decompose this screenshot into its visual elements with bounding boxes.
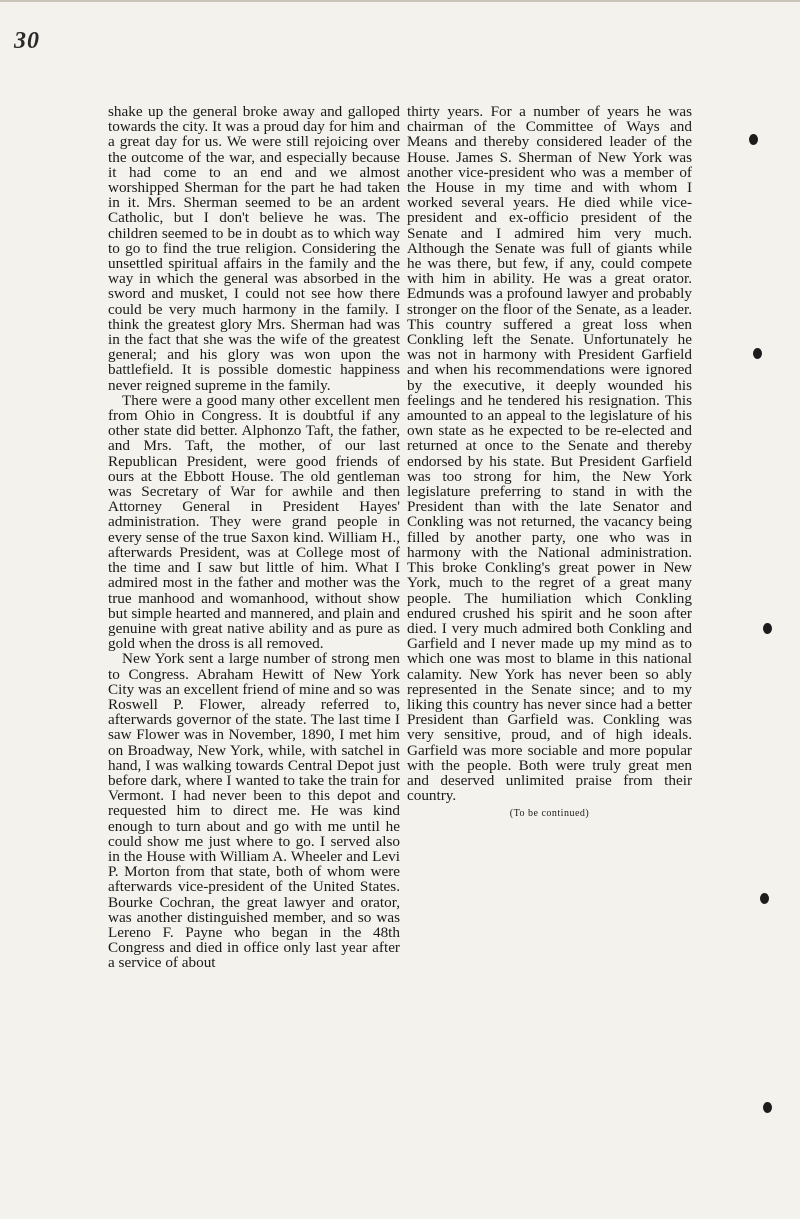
binder-hole-icon <box>763 623 772 634</box>
left-paragraph-3: New York sent a large number of strong men to Congress. Abraham Hewitt of New York City was an excellent friend of mine and so was Roswell P. Flower, already referred to, afterwards governor of the state. The last time I saw Flower was in November, 1890, I met him on Broadway, New York, while, with satchel in hand, I was walking towards Central Depot just before dark, where I wanted to take the train for Vermont. I had never been to this depot and requested him to direct me. He was kind enough to turn about and go with me until he could show me just where to go. I served also in the House with William A. Wheeler and Levi P. Morton from that state, both of whom were afterwards vice-president of the United States. Bourke Cochran, the great lawyer and orator, was another distinguished member, and so was Lereno F. Payne who began in the 48th Congress and died in office only last year after a service of about <box>108 650 400 972</box>
left-column <box>108 104 400 971</box>
binder-hole-icon <box>749 134 758 145</box>
right-column <box>407 104 692 822</box>
left-paragraph-1: shake up the general broke away and galloped towards the city. It was a proud day for him and a great day for us. We were still rejoicing over the outcome of the war, and especially because it had come to an end and we almost worshipped Sherman for the part he had taken in it. Mrs. Sherman seemed to be an ardent Catholic, but I don't believe he was. The children seemed to be in doubt as to which way to go to find the true religion. Considering the unsettled spiritual affairs in the family and the way in which the general was absorbed in the sword and musket, I could not see how there could be very much harmony in the family. I think the greatest glory Mrs. Sherman had was in the fact that she was the wife of the greatest general; and his glory was won upon the battlefield. It is possible domestic happiness never reigned supreme in the family. <box>108 103 400 394</box>
page-number: 30 <box>14 28 40 54</box>
right-paragraph-1: thirty years. For a number of years he was chairman of the Committee of Ways and Means and thereby considered leader of the House. James S. Sherman of New York was another vice-president who was a member of the House in my time and with whom I worked several years. He died while vice-president and ex-officio president of the Senate and I admired him very much. Although the Senate was full of giants while he was there, but few, if any, could compete with him in ability. He was a great orator. Edmunds was a profound lawyer and probably stronger on the floor of the Senate, as a leader. This country suffered a great loss when Conkling left the Senate. Unfortunately he was not in harmony with President Garfield and when his recommendations were ignored by the executive, it deeply wounded his feelings and he tendered his resignation. This amounted to an appeal to the legislature of his own state as he expected to be re-elected and returned at once to the Senate and thereby endorsed by his state. But President Garfield was too strong for him, the New York legislature preferring to stand in with the President than with the late Senator and Conkling was not returned, the vacancy being filled by another party, one who was in harmony with the National administration. This broke Conkling's great power in New York, much to the regret of a great many people. The humiliation which Conkling endured crushed his spirit and he soon after died. I very much admired both Conkling and Garfield and I never made up my mind as to which one was most to blame in this national calamity. New York has never been so ably represented in the Senate since; and to my liking this country has never since had a better President than Garfield was. Conkling was very sensitive, proud, and of high ideals. Garfield was more sociable and more popular with the people. Both were truly great men and deserved unlimited praise from their country. <box>407 103 692 805</box>
to-be-continued-note: (To be continued) <box>509 808 590 820</box>
left-paragraph-2: There were a good many other excellent men from Ohio in Congress. It is doubtful if any other state did better. Alphonzo Taft, the father, and Mrs. Taft, the mother, of our last Republican President, were good friends of ours at the Ebbott House. The old gentleman was Secretary of War for awhile and then Attorney General in President Hayes' administration. They were grand people in every sense of the true Saxon kind. William H., afterwards President, was at College most of the time and I saw but little of him. What I admired most in the father and mother was the true manhood and womanhood, without show but simple hearted and mannered, and plain and genuine with great native ability and as pure as gold when the dross is all removed. <box>108 391 400 653</box>
page-top-edge <box>0 0 800 2</box>
binder-hole-icon <box>763 1102 772 1113</box>
binder-hole-icon <box>753 348 762 359</box>
binder-hole-icon <box>760 893 769 904</box>
